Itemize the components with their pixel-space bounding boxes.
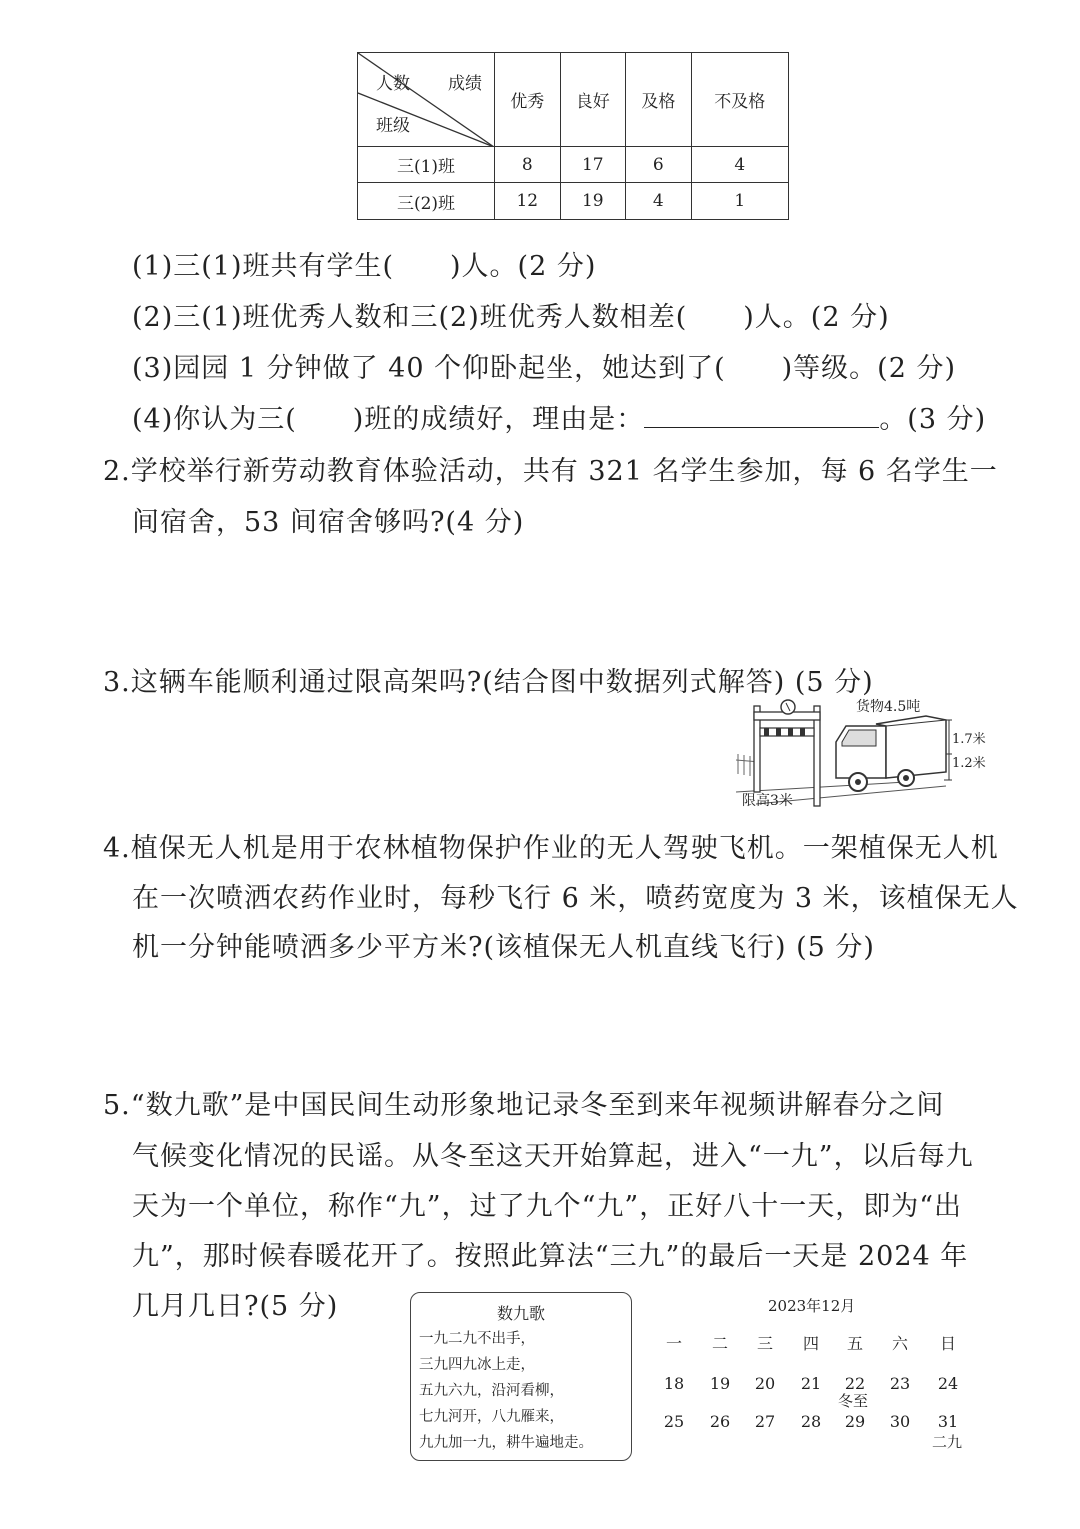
poem-line: 九九加一九，耕牛遍地走。 [419,1435,593,1451]
weekday-label: 日 [939,1334,956,1353]
height-limit-figure [736,694,986,812]
calendar-day: 27 [754,1412,776,1431]
height-label-2: 1.2米 [952,756,986,771]
height-label-1: 1.7米 [952,732,986,747]
q1-sub4 [132,397,986,436]
weekday-label: 四 [802,1334,819,1353]
q4-line1: 4.植保无人机是用于农林植物保护作业的无人驾驶飞机。一架植保无人机 [103,833,999,864]
table-row [358,183,789,220]
weekday-label: 一 [665,1334,682,1353]
q1-sub3: (3)园园 1 分钟做了 40 个仰卧起坐，她达到了( )等级。(2 分) [132,353,957,384]
calendar-day: 21 [800,1374,822,1393]
q1-sub2: (2)三(1)班优秀人数和三(2)班优秀人数相差( )人。(2 分) [132,302,890,333]
table-cell: 4 [626,183,692,220]
q4-line2: 在一次喷洒农药作业时，每秒飞行 6 米，喷药宽度为 3 米，该植保无人 [132,883,1019,914]
col-header: 不及格 [691,53,788,147]
col-header: 及格 [626,53,692,147]
calendar-title: 2023年12月 [768,1297,856,1315]
calendar-day: 22 [844,1374,866,1393]
table-cell: 8 [495,147,561,183]
q4-line3: 机一分钟能喷洒多少平方米?(该植保无人机直线飞行) (5 分) [132,932,875,963]
weekday-label: 五 [846,1334,863,1353]
table-cell: 4 [691,147,788,183]
diag-label-grade: 成绩 [448,74,482,94]
calendar-day: 23 [889,1374,911,1393]
row-label: 三(2)班 [358,183,495,220]
calendar-day: 20 [754,1374,776,1393]
q2-line2: 间宿舍，53 间宿舍够吗?(4 分) [132,507,525,538]
table-cell: 17 [560,147,626,183]
calendar-day: 26 [709,1412,731,1431]
col-header: 良好 [560,53,626,147]
poem-line: 三九四九冰上走， [419,1357,535,1373]
erjiu-note: 二九 [932,1433,963,1451]
score-table [357,52,789,220]
diag-label-class: 班级 [376,116,410,136]
calendar-day: 30 [889,1412,911,1431]
col-header: 优秀 [495,53,561,147]
dongzhi-note: 冬至 [838,1392,869,1410]
table-row [358,147,789,183]
cargo-label: 货物4.5吨 [856,699,921,715]
row-label: 三(1)班 [358,147,495,183]
table-cell: 1 [691,183,788,220]
q1-sub4-score: 。(3 分) [879,404,987,435]
limit-label: 限高3米 [742,793,793,809]
weekday-label: 六 [891,1334,908,1353]
weekday-label: 二 [711,1334,728,1353]
q3-line1: 3.这辆车能顺利通过限高架吗?(结合图中数据列式解答) (5 分) [103,667,874,698]
calendar-day: 19 [709,1374,731,1393]
q5-line3: 天为一个单位，称作“九”，过了九个“九”，正好八十一天，即为“出 [132,1191,963,1222]
table-cell: 12 [495,183,561,220]
table-cell: 6 [626,147,692,183]
shujiu-poem-box [410,1292,632,1461]
calendar-day: 28 [800,1412,822,1431]
q1-sub4-text: (4)你认为三( )班的成绩好，理由是： [132,404,645,435]
diag-label-count: 人数 [376,74,410,94]
q5-line5: 几月几日?(5 分) [132,1291,339,1322]
q5-line2: 气候变化情况的民谣。从冬至这天开始算起，进入“一九”，以后每九 [132,1141,974,1172]
weekday-label: 三 [756,1334,773,1353]
poem-title: 数九歌 [496,1304,545,1323]
calendar-day: 31 [937,1412,959,1431]
calendar-day: 24 [937,1374,959,1393]
poem-line: 七九河开，八九雁来， [419,1409,564,1425]
calendar-day: 18 [663,1374,685,1393]
calendar-day: 29 [844,1412,866,1431]
table-cell: 19 [560,183,626,220]
q1-sub1: (1)三(1)班共有学生( )人。(2 分) [132,251,597,282]
poem-line: 五九六九，沿河看柳， [419,1383,564,1399]
q2-line1: 2.学校举行新劳动教育体验活动，共有 321 名学生参加，每 6 名学生一 [103,456,998,487]
answer-blank[interactable] [644,405,879,428]
q5-line1: 5.“数九歌”是中国民间生动形象地记录冬至到来年视频讲解春分之间 [103,1090,945,1121]
poem-line: 一九二九不出手， [419,1331,535,1347]
calendar-day: 25 [663,1412,685,1431]
q5-line4: 九”，那时候春暖花开了。按照此算法“三九”的最后一天是 2024 年 [132,1241,969,1272]
table-diagonal-header [358,53,495,147]
